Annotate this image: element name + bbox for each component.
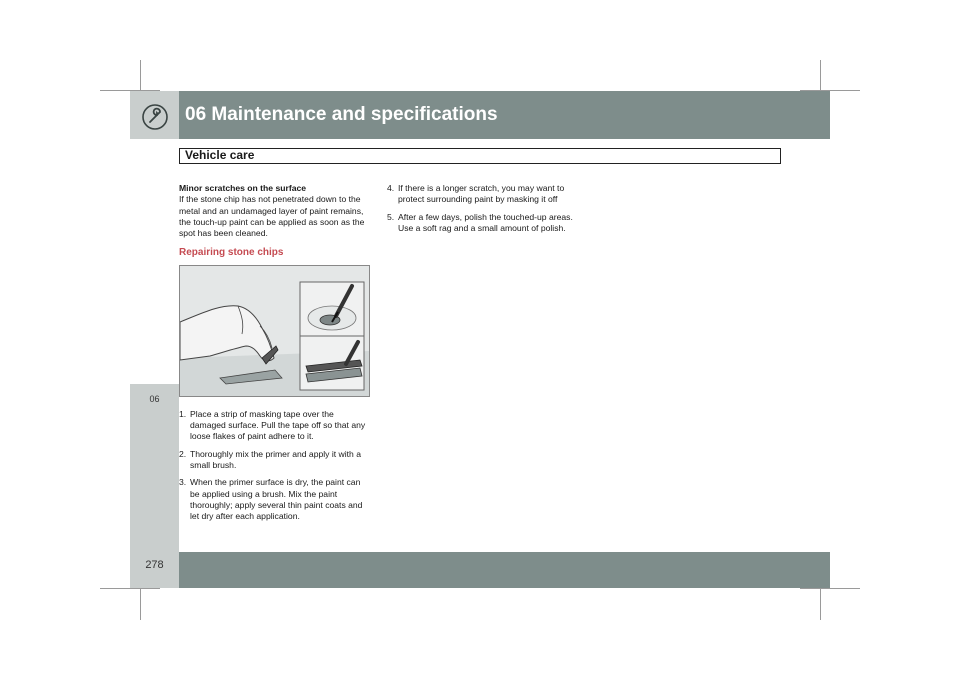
section-heading: Minor scratches on the surface (179, 183, 307, 193)
step-number: 5. (387, 211, 395, 222)
steps-list-right (387, 183, 587, 234)
list-item (179, 409, 369, 443)
step-number: 2. (179, 448, 187, 459)
page-title: 06 Maintenance and specifications (185, 104, 498, 125)
list-item (179, 477, 369, 522)
wrench-gear-icon (142, 104, 168, 130)
left-column (179, 183, 369, 528)
step-text: When the primer surface is dry, the paint can be applied using a brush. Mix the paint thoroughly; apply several thin paint coats and let dry after each application. (190, 477, 363, 522)
step-text: After a few days, polish the touched-up areas. Use a soft rag and a small amount of polish. (398, 211, 573, 233)
chapter-tab (130, 384, 179, 552)
steps-list-left (179, 409, 369, 523)
subsection-heading: Repairing stone chips (179, 247, 284, 259)
step-number: 3. (179, 477, 187, 488)
step-text: If there is a longer scratch, you may want to protect surrounding paint by masking it off (398, 183, 565, 205)
masking-tape-brush-illustration (180, 266, 369, 396)
step-number: 4. (387, 183, 395, 193)
chapter-tab-label: 06 (149, 394, 160, 404)
section-subtitle: Vehicle care (185, 148, 255, 162)
list-item (179, 449, 369, 472)
step-number: 1. (179, 408, 187, 419)
right-column (387, 183, 587, 240)
list-item (387, 183, 587, 206)
step-text: Thoroughly mix the primer and apply it with a small brush. (190, 448, 361, 470)
page-number: 278 (145, 559, 164, 571)
crop-mark (100, 588, 160, 589)
crop-mark (800, 588, 860, 589)
section-subheader (179, 148, 781, 164)
footer-band (130, 552, 830, 588)
list-item (387, 212, 587, 235)
stone-chip-figure (179, 265, 370, 397)
intro-paragraph: If the stone chip has not penetrated down to the metal and an undamaged layer of paint remains, the touch-up paint can be applied as soon as the spot has been cleaned. (179, 194, 365, 239)
step-text: Place a strip of masking tape over the damaged surface. Pull the tape off so that any loose flakes of paint adhere to it. (190, 408, 366, 442)
